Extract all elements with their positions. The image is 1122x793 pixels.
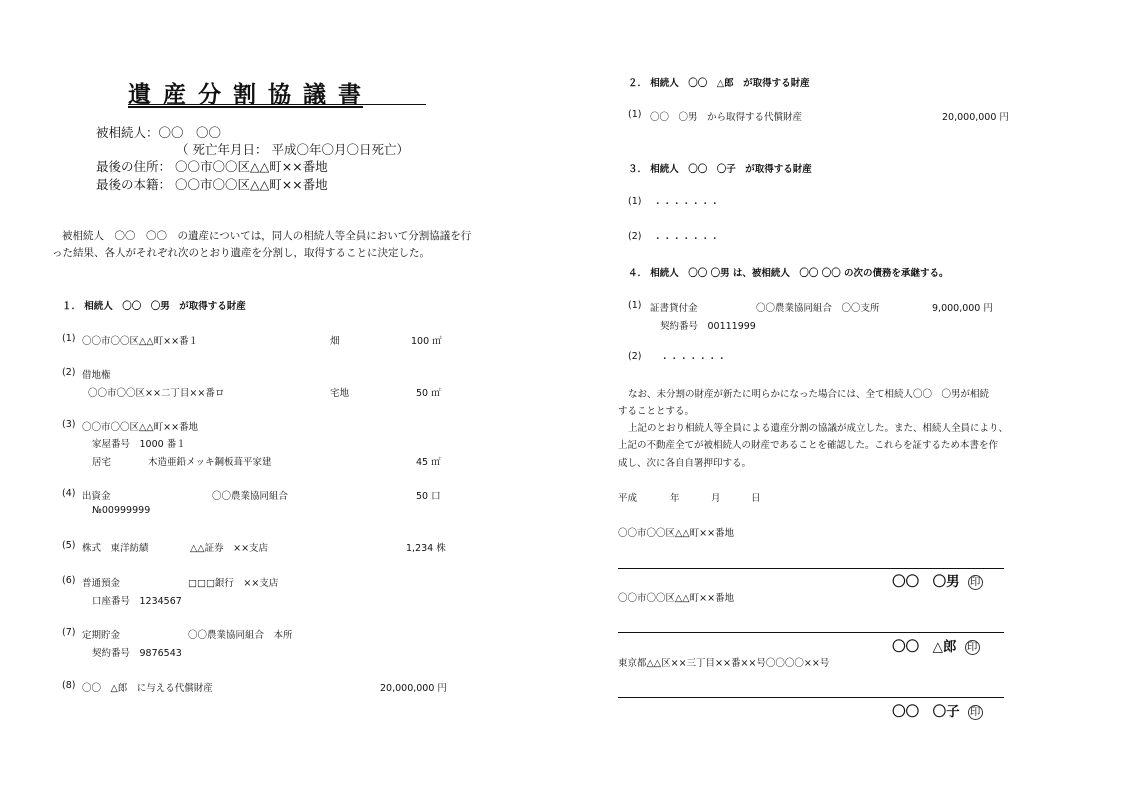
signature-1-block bbox=[882, 551, 983, 590]
item-3-number: (3) bbox=[62, 419, 76, 430]
item-1-category: 畑 bbox=[330, 336, 340, 347]
signature-3-block bbox=[882, 681, 983, 720]
closing-p1-line2: することとする。 bbox=[618, 406, 695, 417]
decedent-address: 最後の住所： 〇〇市〇〇区△△町××番地 bbox=[96, 159, 328, 174]
item-5-stock: 株式 東洋紡績 bbox=[82, 543, 149, 554]
section-4-item-1-type: 証書貸付金 bbox=[650, 303, 698, 314]
section-2-item-qty: 20,000,000 円 bbox=[942, 112, 1009, 123]
signature-2-seal-icon: 印 bbox=[965, 640, 980, 655]
closing-p2-line2: 上記の不動産全てが被相続人の財産であることを確認した。これらを証するため本書を作 bbox=[618, 440, 999, 451]
signature-2-name: 〇〇 △郎 bbox=[892, 639, 957, 655]
signature-1-name: 〇〇 〇男 bbox=[892, 574, 960, 590]
item-6-bank: □□□銀行 ××支店 bbox=[188, 578, 279, 589]
item-8-qty: 20,000,000 円 bbox=[380, 683, 447, 694]
signature-3-seal-icon: 印 bbox=[968, 705, 983, 720]
signature-1-seal-icon: 印 bbox=[968, 575, 983, 590]
section-3-item-1-text: ・・・・・・・ bbox=[653, 199, 720, 210]
signature-3-address: 東京都△△区××三丁目××番××号〇〇〇〇××号 bbox=[618, 658, 830, 669]
signature-2-block bbox=[882, 616, 980, 655]
item-1-number: (1) bbox=[62, 333, 76, 344]
title-underline bbox=[128, 104, 426, 105]
preamble-line-2: った結果、各人がそれぞれ次のとおり遺産を分割し，取得することに決定した。 bbox=[52, 247, 430, 259]
closing-p2-line1: 上記のとおり相続人等全員による遺産分割の協議が成立した。また、相続人全員により、 bbox=[628, 423, 1009, 434]
section-4-item-2-number: (2) bbox=[628, 351, 642, 362]
item-5-qty: 1,234 株 bbox=[406, 543, 446, 554]
section-3-item-1-number: (1) bbox=[628, 196, 642, 207]
signature-1-address: 〇〇市〇〇区△△町××番地 bbox=[618, 528, 735, 539]
closing-p2-line3: 成し、次に各自自署押印する。 bbox=[618, 458, 752, 469]
item-7-institution: 〇〇農業協同組合 本所 bbox=[188, 630, 293, 641]
item-4-number: (4) bbox=[62, 488, 76, 499]
date-era: 平成 bbox=[618, 493, 638, 504]
item-3-house-number: 家屋番号 1000 番１ bbox=[92, 439, 186, 450]
document-title: 遺 産 分 割 協 議 書 bbox=[128, 82, 364, 108]
section-3-item-2-text: ・・・・・・・ bbox=[653, 234, 720, 245]
item-4-qty: 50 口 bbox=[416, 491, 441, 502]
section-2-item-number: (1) bbox=[628, 109, 642, 120]
date-month: 月 bbox=[711, 493, 721, 504]
item-7-contract: 契約番号 9876543 bbox=[92, 648, 182, 659]
section-4-item-1-contract: 契約番号 00111999 bbox=[660, 321, 756, 332]
item-3-qty: 45 ㎡ bbox=[416, 457, 441, 468]
preamble-line-1: 被相続人 〇〇 〇〇 の遺産については，同人の相続人等全員において分割協議を行 bbox=[62, 230, 472, 242]
item-6-type: 普通預金 bbox=[82, 578, 121, 589]
item-3-structure: 木造亜鉛メッキ鋼板葺平家建 bbox=[148, 457, 272, 468]
item-4-number-code: №00999999 bbox=[92, 505, 151, 516]
decedent-name: 被相続人：〇〇 〇〇 bbox=[96, 125, 222, 140]
item-2-qty: 50 ㎡ bbox=[416, 388, 441, 399]
item-4-type: 出資金 bbox=[82, 491, 111, 502]
item-2-category: 宅地 bbox=[330, 388, 350, 399]
item-2-type: 借地権 bbox=[82, 370, 111, 381]
date-day: 日 bbox=[751, 493, 761, 504]
item-3-use: 居宅 bbox=[92, 457, 112, 468]
section-3-heading: ３． 相続人 〇〇 〇子 が取得する財産 bbox=[628, 164, 812, 175]
section-2-heading: ２． 相続人 〇〇 △郎 が取得する財産 bbox=[628, 78, 810, 89]
closing-p1-line1: なお、未分割の財産が新たに明らかになった場合には、全て相続人〇〇 〇男が相続 bbox=[628, 389, 990, 400]
section-1-heading: １． 相続人 〇〇 〇男 が取得する財産 bbox=[62, 301, 246, 312]
item-6-account: 口座番号 1234567 bbox=[92, 596, 182, 607]
item-1-qty: 100 ㎡ bbox=[411, 336, 442, 347]
item-2-location: 〇〇市〇〇区××二丁目××番ロ bbox=[88, 388, 225, 399]
item-7-type: 定期貯金 bbox=[82, 630, 121, 641]
item-4-institution: 〇〇農業協同組合 bbox=[212, 491, 289, 502]
item-8-number: (8) bbox=[62, 680, 76, 691]
signature-3-line bbox=[618, 697, 1004, 698]
decedent-death-date: （ 死亡年月日： 平成〇年〇月〇日死亡） bbox=[176, 142, 409, 157]
signature-2-address: 〇〇市〇〇区△△町××番地 bbox=[618, 593, 735, 604]
decedent-domicile: 最後の本籍： 〇〇市〇〇区△△町××番地 bbox=[96, 177, 328, 192]
section-4-item-2-text: ・・・・・・・ bbox=[660, 354, 727, 365]
signature-1-line bbox=[618, 568, 1004, 569]
section-2-item-text: 〇〇 〇男 から取得する代償財産 bbox=[650, 112, 803, 123]
item-8-description: 〇〇 △郎 に与える代償財産 bbox=[82, 683, 213, 694]
item-5-broker: △△証券 ××支店 bbox=[190, 543, 269, 554]
section-4-item-1-number: (1) bbox=[628, 300, 642, 311]
signature-3-name: 〇〇 〇子 bbox=[892, 704, 960, 720]
section-4-heading: ４． 相続人 〇〇 〇男 は、被相続人 〇〇 〇〇 の次の債務を承継する。 bbox=[628, 268, 949, 279]
section-4-item-1-qty: 9,000,000 円 bbox=[932, 303, 993, 314]
item-3-location: 〇〇市〇〇区△△町××番地 bbox=[82, 422, 199, 433]
item-7-number: (7) bbox=[62, 627, 76, 638]
item-1-location: 〇〇市〇〇区△△町××番１ bbox=[82, 336, 199, 347]
item-6-number: (6) bbox=[62, 575, 76, 586]
signature-2-line bbox=[618, 632, 1004, 633]
item-5-number: (5) bbox=[62, 540, 76, 551]
section-3-item-2-number: (2) bbox=[628, 231, 642, 242]
date-year: 年 bbox=[670, 493, 680, 504]
section-4-item-1-lender: 〇〇農業協同組合 〇〇支所 bbox=[756, 303, 880, 314]
item-2-number: (2) bbox=[62, 367, 76, 378]
